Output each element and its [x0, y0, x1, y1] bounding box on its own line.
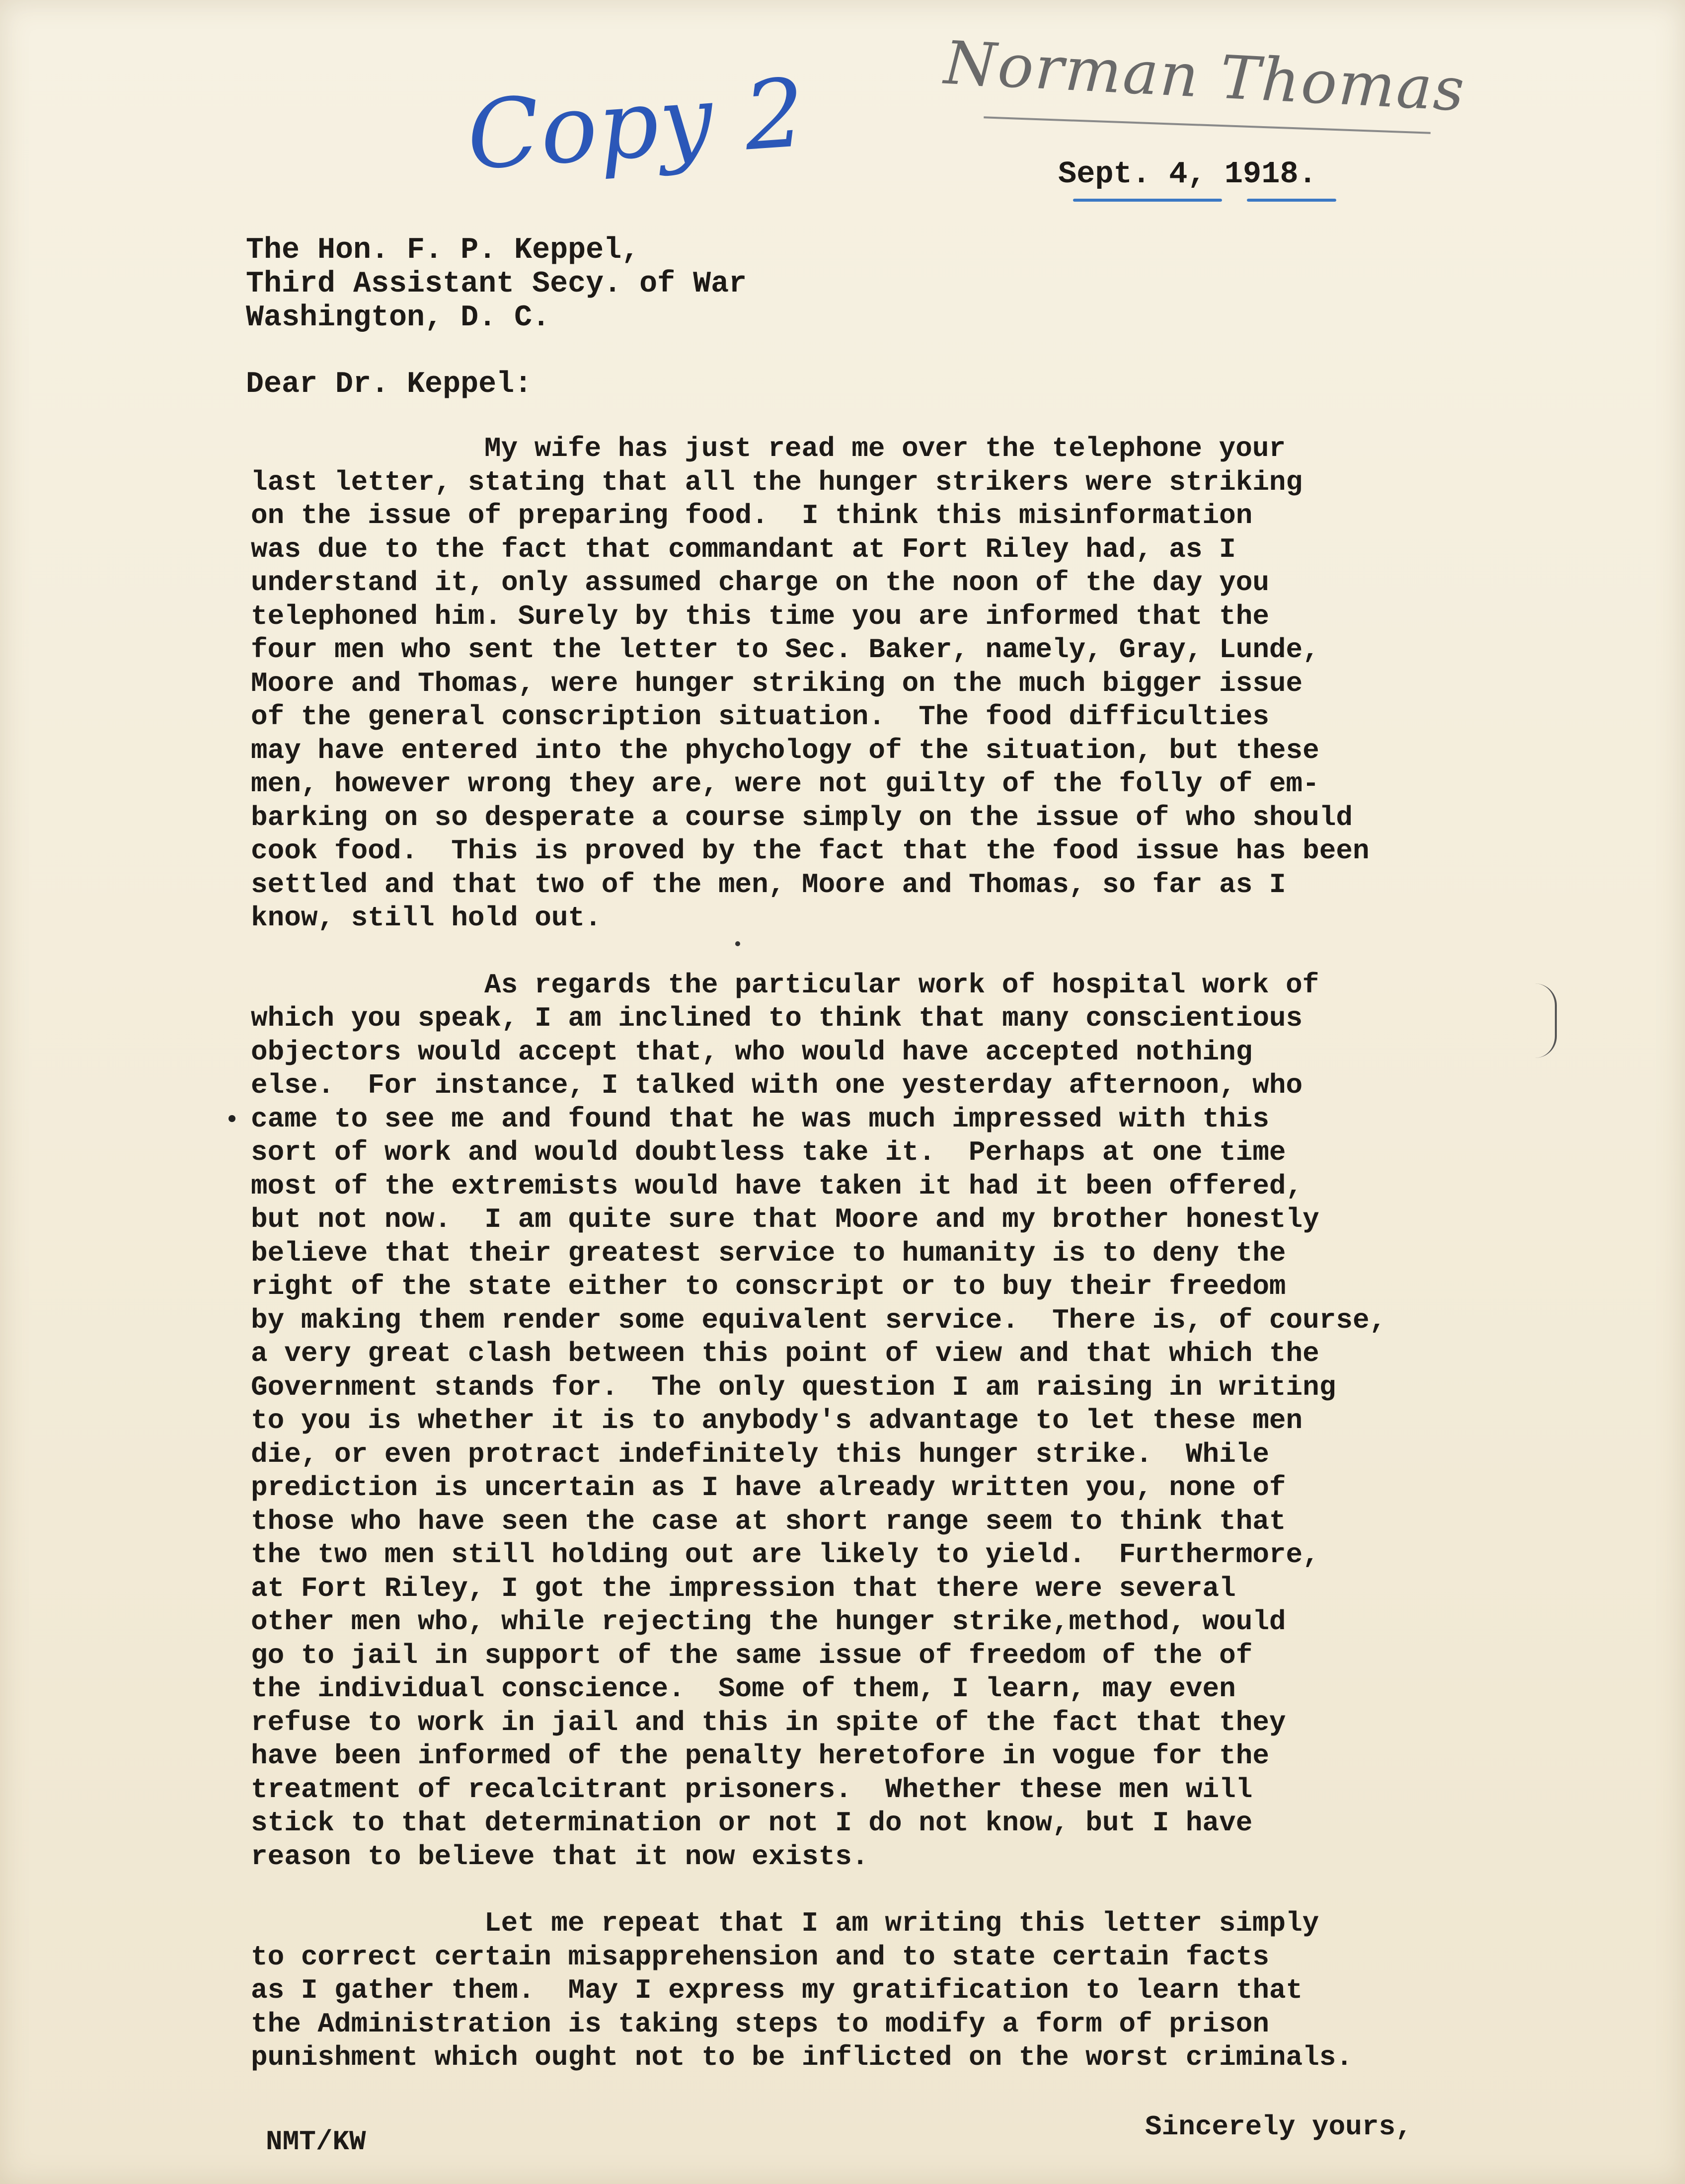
margin-bracket-mark [1535, 983, 1557, 1058]
body-line: understand it, only assumed charge on the noon of the day you [251, 567, 1269, 599]
body-line: else. For instance, I talked with one yesterday afternoon, who [251, 1069, 1303, 1101]
body-line: came to see me and found that he was much impressed with this [251, 1103, 1269, 1135]
date-underline-mark [1073, 199, 1222, 202]
typist-initials: NMT/KW [266, 2126, 366, 2158]
body-line: to you is whether it is to anybody's advantage to let these men [251, 1405, 1303, 1436]
body-line: other men who, while rejecting the hunger strike,method, would [251, 1606, 1286, 1638]
address-line: The Hon. F. P. Keppel, [246, 233, 640, 267]
address-line: Washington, D. C. [246, 301, 550, 335]
body-line: was due to the fact that commandant at Fort Riley had, as I [251, 533, 1236, 565]
body-line: settled and that two of the men, Moore and Thomas, so far as I [251, 868, 1286, 901]
body-line: Moore and Thomas, were hunger striking on the much bigger issue [251, 667, 1303, 699]
body-line: Let me repeat that I am writing this letter simply [484, 1907, 1319, 1939]
body-line: punishment which ought not to be inflicted on the worst criminals. [251, 2041, 1353, 2073]
body-line: go to jail in support of the same issue of freedom of the of [251, 1639, 1253, 1671]
body-line: cook food. This is proved by the fact that the food issue has been [251, 835, 1370, 867]
body-line: believe that their greatest service to humanity is to deny the [251, 1237, 1286, 1269]
body-line: of the general conscription situation. The food difficulties [251, 701, 1269, 733]
body-line: die, or even protract indefinitely this hunger strike. While [251, 1438, 1269, 1470]
paragraph-2 [251, 969, 1592, 1874]
body-line: which you speak, I am inclined to think that many conscientious [251, 1002, 1303, 1034]
body-line: men, however wrong they are, were not guilty of the folly of em- [251, 768, 1319, 800]
body-line: the individual conscience. Some of them, I learn, may even [251, 1673, 1236, 1705]
date-underline-mark [1247, 199, 1336, 202]
body-line: barking on so desperate a course simply on the issue of who should [251, 801, 1353, 833]
paragraph-3 [251, 1907, 1592, 2075]
paragraph-1 [251, 432, 1592, 935]
body-line: treatment of recalcitrant prisoners. Whether these men will [251, 1773, 1253, 1806]
stray-ink-dot [735, 941, 740, 946]
body-line: prediction is uncertain as I have already written you, none of [251, 1472, 1286, 1504]
handwritten-name-annotation: Norman Thomas [942, 28, 1467, 125]
body-line: as I gather them. May I express my gratification to learn that [251, 1974, 1303, 2006]
letter-closing-area [251, 2111, 1493, 2158]
body-line: those who have seen the case at short range seem to think that [251, 1505, 1286, 1537]
body-line: stick to that determination or not I do not know, but I have [251, 1807, 1253, 1839]
margin-dot-mark [229, 1115, 235, 1122]
body-line: reason to believe that it now exists. [251, 1840, 869, 1873]
complimentary-closing: Sincerely yours, [1145, 2111, 1412, 2143]
body-line: have been informed of the penalty heretofore in vogue for the [251, 1740, 1269, 1772]
letter-date: Sept. 4, 1918. [1058, 156, 1317, 192]
body-line: Government stands for. The only question I am raising in writing [251, 1371, 1336, 1403]
letter-body [251, 432, 1592, 2108]
body-line: four men who sent the letter to Sec. Baker, namely, Gray, Lunde, [251, 634, 1319, 666]
recipient-address [246, 233, 747, 335]
body-line: the two men still holding out are likely to yield. Furthermore, [251, 1539, 1319, 1571]
body-line: to correct certain misapprehension and to state certain facts [251, 1941, 1269, 1973]
body-line: As regards the particular work of hospital work of [484, 969, 1319, 1001]
body-line: My wife has just read me over the telephone your [484, 433, 1286, 464]
body-line: sort of work and would doubtless take it. Perhaps at one time [251, 1136, 1286, 1168]
handwritten-copy-annotation: Copy 2 [463, 58, 809, 191]
body-line: most of the extremists would have taken it had it been offered, [251, 1170, 1303, 1202]
body-line: refuse to work in jail and this in spite of the fact that they [251, 1706, 1286, 1738]
body-line: telephoned him. Surely by this time you are informed that the [251, 600, 1269, 632]
body-line: know, still hold out. [251, 902, 602, 934]
body-line: may have entered into the phychology of the situation, but these [251, 734, 1319, 766]
address-line: Third Assistant Secy. of War [246, 267, 747, 301]
salutation: Dear Dr. Keppel: [246, 368, 533, 401]
body-line: at Fort Riley, I got the impression that there were several [251, 1572, 1236, 1604]
body-line: a very great clash between this point of view and that which the [251, 1338, 1319, 1369]
body-line: right of the state either to conscript or to buy their freedom [251, 1271, 1286, 1302]
body-line: last letter, stating that all the hunger strikers were striking [251, 466, 1303, 498]
body-line: but not now. I am quite sure that Moore and my brother honestly [251, 1204, 1319, 1235]
body-line: on the issue of preparing food. I think this misinformation [251, 500, 1253, 531]
body-line: objectors would accept that, who would have accepted nothing [251, 1036, 1253, 1068]
body-line: the Administration is taking steps to modify a form of prison [251, 2008, 1269, 2040]
body-line: by making them render some equivalent service. There is, of course, [251, 1304, 1386, 1336]
